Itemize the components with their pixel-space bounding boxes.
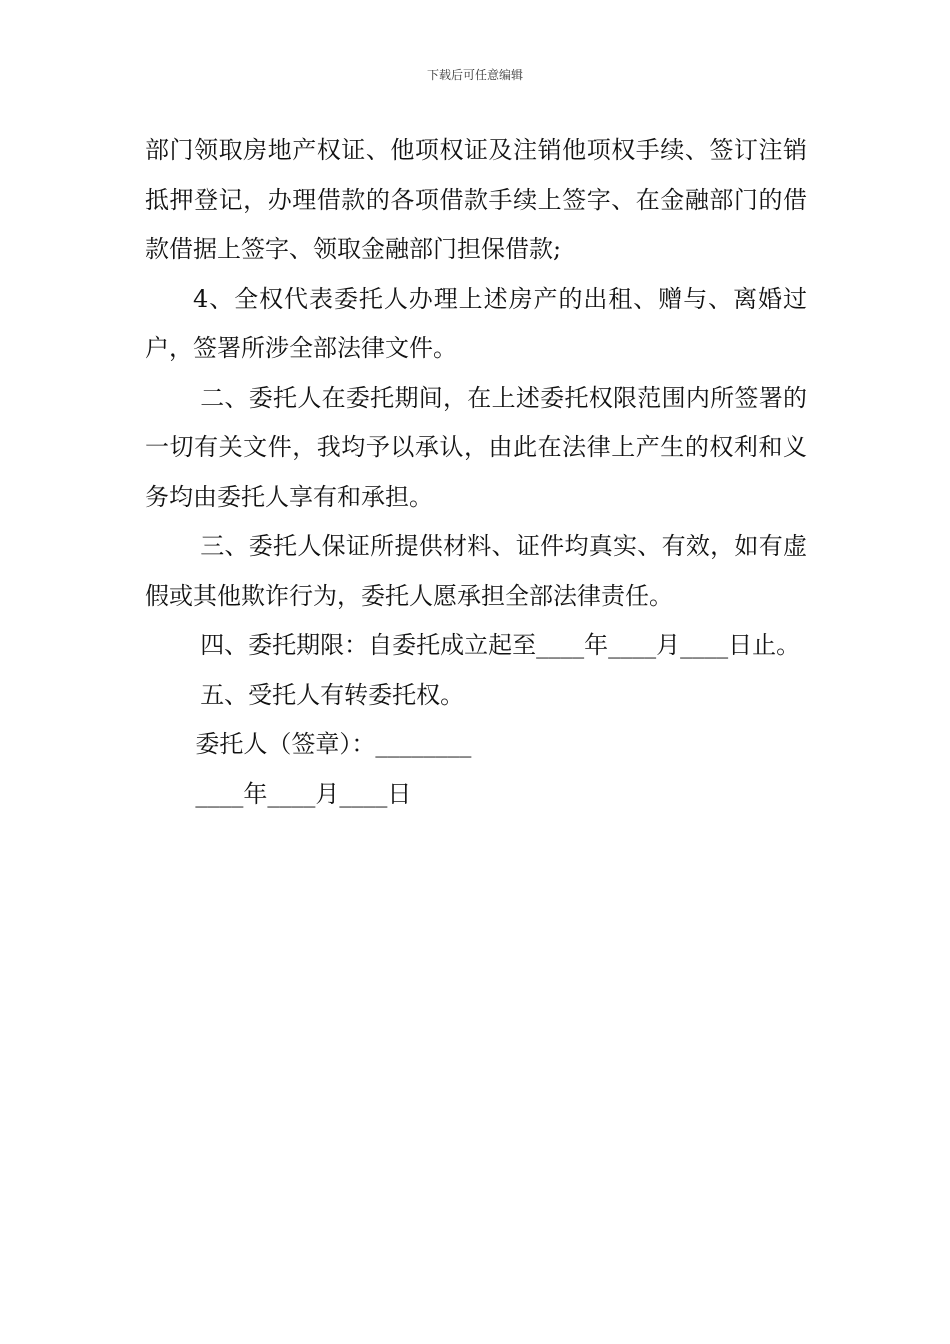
signature-line: 委托人（签章）：________ <box>195 730 472 758</box>
paragraph-clause-3: 三、委托人保证所提供材料、证件均真实、有效，如有虚假或其他欺诈行为，委托人愿承担全部法律责任。 <box>145 532 807 610</box>
document-body <box>145 126 807 819</box>
paragraph-item-4: 4、全权代表委托人办理上述房产的出租、赠与、离婚过户，签署所涉全部法律文件。 <box>145 284 807 362</box>
paragraph-clause-2: 二、委托人在委托期间，在上述委托权限范围内所签署的一切有关文件，我均予以承认，由此在法律上产生的权利和义务均由委托人享有和承担。 <box>145 383 807 511</box>
signature-date: ____年____月____日 <box>195 779 412 808</box>
page-header: 下载后可任意编辑 <box>426 68 523 82</box>
paragraph-continuation: 部门领取房地产权证、他项权证及注销他项权手续、签订注销抵押登记，办理借款的各项借款手续上签字、在金融部门的借款借据上签字、领取金融部门担保借款; <box>145 136 807 263</box>
paragraph-clause-4: 四、委托期限：自委托成立起至____年____月____日止。 <box>200 631 801 659</box>
paragraph-clause-5: 五、受托人有转委托权。 <box>200 680 465 709</box>
